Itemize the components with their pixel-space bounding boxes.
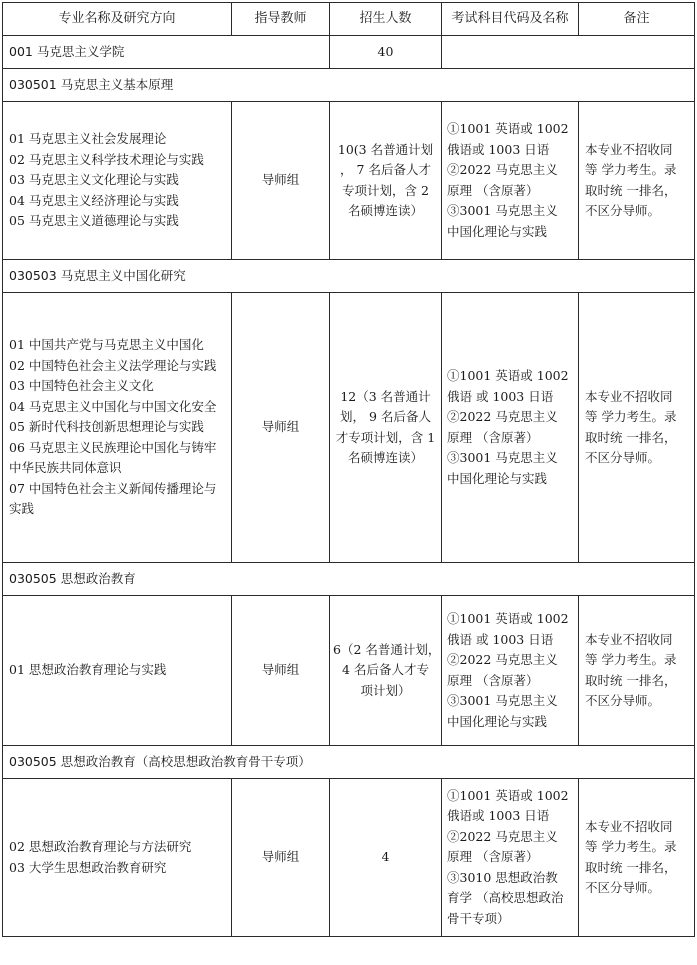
header-row	[3, 3, 695, 36]
exam-subjects-line: 中国化理论与实践	[447, 470, 548, 486]
exam-subjects-line: 俄语或 1003 日语	[447, 141, 550, 157]
remarks-line: 取时统 一排名，	[585, 429, 677, 445]
remarks-line: 不区分导师。	[585, 880, 661, 895]
remarks-line: 本专业不招收同	[585, 818, 673, 834]
section-title: 030501 马克思主义基本原理	[3, 69, 695, 102]
college-count: 40	[330, 36, 442, 69]
exam-subjects-line: ③3001 马克思主义	[447, 203, 558, 218]
section-detail-row	[3, 779, 695, 937]
enrollment-count-line: 才专项计划，含 1	[335, 429, 436, 445]
exam-subjects-line: 中国化理论与实践	[447, 713, 548, 729]
remarks	[579, 102, 695, 260]
remarks-line: 取时统 一排名，	[585, 182, 677, 198]
remarks-line: 取时统 一排名，	[585, 672, 677, 688]
enrollment-count	[330, 779, 442, 937]
research-directions-line: 02 思想政治教育理论与方法研究	[9, 839, 192, 854]
research-directions-line: 03 中国特色社会主义文化	[9, 378, 154, 394]
enrollment-count-line: 项计划）	[360, 682, 411, 698]
research-directions-line: 03 马克思主义文化理论与实践	[9, 172, 179, 188]
research-directions	[3, 293, 232, 563]
section-detail-row	[3, 596, 695, 746]
section-header-row	[3, 746, 695, 779]
enrollment-count	[330, 102, 442, 260]
section-detail-row	[3, 293, 695, 563]
header-note: 备注	[579, 3, 695, 36]
remarks-line: 等 学力考生。录	[585, 652, 677, 667]
enrollment-count-line: ， 7 名后备人才	[340, 162, 431, 177]
research-directions-line: 01 马克思主义社会发展理论	[9, 131, 167, 147]
research-directions-line: 02 马克思主义科学技术理论与实践	[9, 151, 204, 167]
enrollment-count-line: 名硕博连读）	[347, 450, 423, 465]
research-directions-line: 04 马克思主义中国化与中国文化安全	[9, 398, 217, 414]
header-exam: 考试科目代码及名称	[442, 3, 579, 36]
enrollment-count-line: 专项计划，含 2	[342, 182, 429, 198]
exam-subjects-line: 原理 （含原著）	[447, 182, 539, 198]
remarks	[579, 779, 695, 937]
exam-subjects	[442, 779, 579, 937]
enrollment-count-line: 10(3 名普通计划	[337, 141, 434, 157]
exam-subjects-line: 俄语或 1003 日语	[447, 808, 550, 824]
enrollment-count-line: 划， 9 名后备人	[340, 409, 431, 424]
section-title: 030505 思想政治教育（高校思想政治教育骨干专项）	[3, 746, 695, 779]
exam-subjects-line: 中国化理论与实践	[447, 223, 548, 239]
enrollment-count-line: 6（2 名普通计划，	[333, 641, 441, 657]
remarks-line: 不区分导师。	[585, 693, 661, 708]
exam-subjects-line: 原理 （含原著）	[447, 429, 539, 445]
enrollment-count	[330, 596, 442, 746]
research-directions-line: 06 马克思主义民族理论中国化与铸牢	[9, 439, 217, 455]
research-directions-line: 05 新时代科技创新思想理论与实践	[9, 419, 204, 435]
remarks	[579, 293, 695, 563]
exam-subjects-line: ③3010 思想政治教	[447, 869, 558, 885]
remarks-line: 不区分导师。	[585, 450, 661, 465]
remarks-line: 不区分导师。	[585, 203, 661, 218]
exam-subjects-line: 原理 （含原著）	[447, 672, 539, 688]
exam-subjects-line: 俄语 或 1003 日语	[447, 388, 554, 404]
tutor: 导师组	[232, 779, 330, 937]
remarks	[579, 596, 695, 746]
exam-subjects-line: ①1001 英语或 1002	[447, 368, 569, 383]
exam-subjects-line: ②2022 马克思主义	[447, 652, 558, 667]
research-directions-line: 01 中国共产党与马克思主义中国化	[9, 337, 204, 353]
header-count: 招生人数	[330, 3, 442, 36]
remarks-line: 本专业不招收同	[585, 141, 673, 157]
enrollment-count-line: 4	[381, 849, 390, 865]
section-title: 030505 思想政治教育	[3, 563, 695, 596]
enrollment-count	[330, 293, 442, 563]
research-directions-line: 05 马克思主义道德理论与实践	[9, 213, 179, 229]
exam-subjects	[442, 102, 579, 260]
exam-subjects	[442, 596, 579, 746]
research-directions-line: 实践	[9, 501, 35, 517]
research-directions	[3, 596, 232, 746]
tutor: 导师组	[232, 596, 330, 746]
remarks-line: 本专业不招收同	[585, 388, 673, 404]
exam-subjects-line: ③3001 马克思主义	[447, 450, 558, 465]
exam-subjects-line: ①1001 英语或 1002	[447, 787, 569, 803]
exam-subjects-line: ②2022 马克思主义	[447, 828, 558, 844]
remarks-line: 等 学力考生。录	[585, 839, 677, 854]
section-header-row	[3, 69, 695, 102]
exam-subjects-line: ①1001 英语或 1002	[447, 121, 569, 136]
exam-subjects-line: ③3001 马克思主义	[447, 693, 558, 708]
exam-subjects	[442, 293, 579, 563]
college-empty	[442, 36, 695, 69]
section-title: 030503 马克思主义中国化研究	[3, 260, 695, 293]
research-directions	[3, 779, 232, 937]
exam-subjects-line: 骨干专项）	[447, 910, 510, 926]
exam-subjects-line: ②2022 马克思主义	[447, 162, 558, 177]
exam-subjects-line: ②2022 马克思主义	[447, 409, 558, 424]
header-major: 专业名称及研究方向	[3, 3, 232, 36]
research-directions	[3, 102, 232, 260]
remarks-line: 取时统 一排名，	[585, 859, 677, 875]
research-directions-line: 07 中国特色社会主义新闻传播理论与	[9, 480, 217, 496]
exam-subjects-line: 俄语 或 1003 日语	[447, 631, 554, 647]
remarks-line: 等 学力考生。录	[585, 162, 677, 177]
header-tutor: 指导教师	[232, 3, 330, 36]
admissions-table	[2, 2, 695, 937]
remarks-line: 等 学力考生。录	[585, 409, 677, 424]
section-header-row	[3, 260, 695, 293]
research-directions-line: 01 思想政治教育理论与实践	[9, 662, 167, 678]
tutor: 导师组	[232, 102, 330, 260]
research-directions-line: 04 马克思主义经济理论与实践	[9, 192, 179, 208]
section-header-row	[3, 563, 695, 596]
enrollment-count-line: 名硕博连读）	[347, 203, 423, 218]
college-row	[3, 36, 695, 69]
enrollment-count-line: 4 名后备人才专	[342, 662, 429, 678]
college-name: 001 马克思主义学院	[3, 36, 330, 69]
research-directions-line: 03 大学生思想政治教育研究	[9, 859, 167, 875]
research-directions-line: 中华民族共同体意识	[9, 460, 122, 476]
tutor: 导师组	[232, 293, 330, 563]
research-directions-line: 02 中国特色社会主义法学理论与实践	[9, 357, 217, 373]
exam-subjects-line: 原理 （含原著）	[447, 849, 539, 865]
exam-subjects-line: 育学 （高校思想政治	[447, 890, 564, 906]
enrollment-count-line: 12（3 名普通计	[340, 388, 431, 404]
section-detail-row	[3, 102, 695, 260]
remarks-line: 本专业不招收同	[585, 631, 673, 647]
exam-subjects-line: ①1001 英语或 1002	[447, 611, 569, 626]
